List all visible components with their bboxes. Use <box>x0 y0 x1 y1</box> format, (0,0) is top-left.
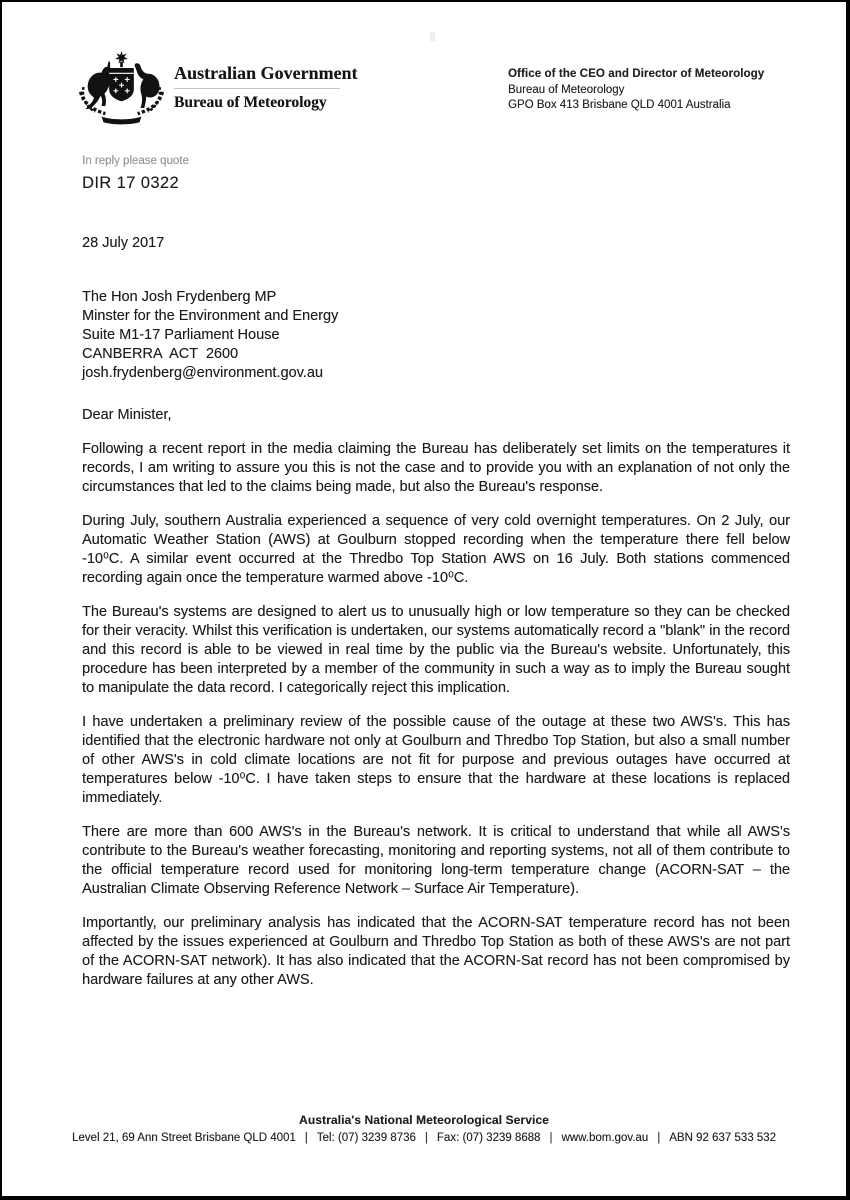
footer-fax: Fax: (07) 3239 8688 <box>436 1132 541 1144</box>
logo-bureau-title: Bureau of Meteorology <box>174 94 327 111</box>
letter-footer <box>2 1113 846 1144</box>
letter-body <box>82 406 790 1005</box>
letter-paragraph-3: The Bureau's systems are designed to alert us to unusually high or low temperature so they can be checked for their veracity. Whilst this verification is undertaken, our systems automatically record a "blank" in the record and this record is able to be viewed in real time by the public via the Bureau's website. Unfortunately, this procedure has been interpreted by a member of the community in such a way as to imply the Bureau sought to manipulate the data record. I categorically reject this implication. <box>82 604 790 696</box>
coat-of-arms-icon <box>74 49 169 132</box>
office-postal-line: GPO Box 413 Brisbane QLD 4001 Australia <box>508 99 731 111</box>
government-logo <box>174 63 358 112</box>
footer-website: www.bom.gov.au <box>561 1132 649 1144</box>
scan-artifact <box>430 32 435 41</box>
reference-label: In reply please quote <box>82 155 189 167</box>
office-bureau-line: Bureau of Meteorology <box>508 83 625 96</box>
reference-block <box>82 155 189 193</box>
recipient-name: The Hon Josh Frydenberg MP <box>82 289 277 305</box>
letter-paragraph-6: Importantly, our preliminary analysis has indicated that the ACORN-SAT temperature record has not been affected by the issues experienced at Goulburn and Thredbo Top Station as both of these AWS's are not part of the ACORN-SAT network). It has also indicated that the ACORN-Sat record has not been compromised by hardware failures at any other AWS. <box>82 915 790 988</box>
recipient-title: Minster for the Environment and Energy <box>82 308 339 324</box>
office-address-block <box>508 67 764 114</box>
footer-separator: | <box>424 1132 428 1144</box>
logo-divider <box>174 88 340 89</box>
footer-separator: | <box>657 1132 661 1144</box>
recipient-email: josh.frydenberg@environment.gov.au <box>82 365 323 381</box>
letter-paragraph-4: I have undertaken a preliminary review of the possible cause of the outage at these two AWS's. This has identified that the electronic hardware not only at Goulburn and Thredbo Top Station, but also a small number of other AWS's in cold climate locations are not fit for purpose and previous outages have occurred at temperatures below -10⁰C. I have taken steps to ensure that the hardware at these locations is replaced immediately. <box>82 714 790 806</box>
footer-separator: | <box>549 1132 553 1144</box>
logo-government-title: Australian Government <box>174 63 358 83</box>
letter-paragraph-5: There are more than 600 AWS's in the Bureau's network. It is critical to understand that while all AWS's contribute to the Bureau's weather forecasting, monitoring and reporting systems, not all of them contribute to the official temperature record used for monitoring long-term temperature change (ACORN-SAT – the Australian Climate Observing Reference Network – Surface Air Temperature). <box>82 824 790 897</box>
office-title: Office of the CEO and Director of Meteorology <box>508 68 765 80</box>
recipient-suite: Suite M1-17 Parliament House <box>82 327 280 343</box>
footer-details <box>2 1132 846 1144</box>
reference-number: DIR 17 0322 <box>82 174 180 192</box>
footer-street-address: Level 21, 69 Ann Street Brisbane QLD 4001 <box>72 1132 296 1144</box>
footer-separator: | <box>304 1132 308 1144</box>
letter-date: 28 July 2017 <box>82 235 165 251</box>
letter-paragraph-1: Following a recent report in the media claiming the Bureau has deliberately set limits on the temperatures it records, I am writing to assure you this is not the case and to provide you with an explanation of not only the circumstances that led to the claims being made, but also the Bureau's response. <box>82 441 790 495</box>
recipient-city: CANBERRA ACT 2600 <box>82 346 239 362</box>
footer-title: Australia's National Meteorological Service <box>299 1113 549 1127</box>
recipient-block <box>82 288 338 383</box>
letter-paragraph-2: During July, southern Australia experienced a sequence of very cold overnight temperatures. On 2 July, our Automatic Weather Station (AWS) at Goulburn stopped recording when the temperature there fell below -10⁰C. A similar event occurred at the Thredbo Top Station AWS on 16 July. Both stations commenced recording again once the temperature warmed above -10⁰C. <box>82 513 790 586</box>
salutation: Dear Minister, <box>82 407 172 423</box>
footer-telephone: Tel: (07) 3239 8736 <box>316 1132 416 1144</box>
footer-abn: ABN 92 637 533 532 <box>669 1132 776 1144</box>
